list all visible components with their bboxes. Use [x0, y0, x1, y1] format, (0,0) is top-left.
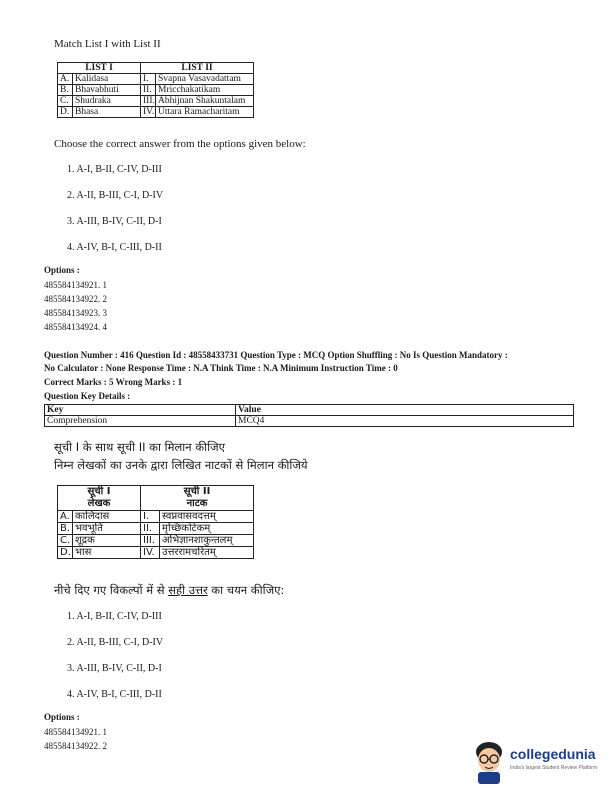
q1-option-id-4: 485584134924. 4 [44, 322, 107, 332]
author-cell: Shudraka [75, 96, 111, 106]
row-label: D. [60, 107, 73, 117]
q1-heading: Match List I with List II [54, 38, 161, 50]
key-cell: Comprehension [45, 416, 236, 427]
key-header: Key [45, 405, 236, 416]
brand-tagline: India's largest Student Review Platform [510, 765, 598, 771]
q1-option-id-3: 485584134923. 3 [44, 308, 107, 318]
table-header-row [58, 486, 254, 511]
row-label: IV. [143, 547, 160, 558]
q2-heading-line2: निम्न लेखकों का उनके द्वारा लिखित नाटकों से मिलान कीजिये [54, 458, 308, 472]
author-cell: भास [75, 547, 92, 558]
table-row [58, 96, 254, 107]
row-label: B. [60, 523, 73, 534]
q2-match-table [57, 485, 254, 559]
table-row [58, 74, 254, 85]
q1-choice-3: 3. A-III, B-IV, C-II, D-I [67, 216, 162, 227]
q1-choice-2: 2. A-II, B-III, C-I, D-IV [67, 190, 164, 201]
row-label: A. [60, 74, 73, 84]
author-cell: Bhasa [75, 107, 99, 117]
play-cell: स्वप्नवासवदत्तम् [162, 511, 216, 522]
author-cell: कालिदास [75, 511, 110, 522]
author-cell: Kalidasa [75, 74, 109, 84]
question-meta-line1: Question Number : 416 Question Id : 48558433731 Question Type : MCQ Option Shuffling : No Is Question Mandatory : [44, 350, 508, 360]
collegedunia-logo [470, 738, 610, 788]
author-cell: भवभूति [75, 523, 103, 534]
value-cell: MCQ4 [236, 416, 574, 427]
q1-match-table [57, 62, 254, 118]
table-row [58, 107, 254, 118]
row-label: B. [60, 85, 73, 95]
row-label: I. [143, 511, 160, 522]
row-label: I. [143, 74, 156, 84]
q2-prompt [54, 583, 284, 598]
q2-option-id-1: 485584134921. 1 [44, 727, 107, 737]
play-cell: Svapna Vasavadattam [158, 74, 241, 84]
table-row [58, 523, 254, 535]
play-cell: अभिज्ञानशाकुन्तलम् [162, 535, 233, 546]
row-label: A. [60, 511, 73, 522]
q1-prompt: Choose the correct answer from the options given below: [54, 138, 306, 150]
q1-option-id-2: 485584134922. 2 [44, 294, 107, 304]
q2-choice-4: 4. A-IV, B-I, C-III, D-II [67, 689, 162, 700]
table-row [58, 535, 254, 547]
q2-choice-1: 1. A-I, B-II, C-IV, D-III [67, 611, 162, 622]
play-cell: मृच्छिकटिकम् [162, 523, 211, 534]
key-details-table [44, 404, 574, 427]
table-row [58, 547, 254, 559]
table-header-row [45, 405, 574, 416]
list1-header: सूची I [87, 486, 111, 497]
row-label: C. [60, 535, 73, 546]
row-label: II. [143, 523, 160, 534]
row-label: IV. [143, 107, 155, 117]
play-cell: Uttara Ramacharitam [158, 107, 240, 117]
play-cell: Mricchakatikam [158, 85, 221, 95]
play-cell: उत्तररामचरितम् [162, 547, 216, 558]
list1-subheader: लेखक [87, 498, 111, 509]
list2-header: LIST II [141, 63, 254, 74]
q2-prompt-underlined: सही उत्तर [168, 583, 208, 597]
author-cell: शूद्रक [75, 535, 95, 546]
value-header: Value [236, 405, 574, 416]
list2-header: सूची II [183, 486, 211, 497]
q2-option-id-2: 485584134922. 2 [44, 741, 107, 751]
author-cell: Bhavabhuti [75, 85, 119, 95]
q2-prompt-post: का चयन कीजिए: [207, 583, 285, 597]
q2-prompt-pre: नीचे दिए गए विकल्पों में से [54, 583, 169, 597]
list1-header: LIST I [58, 63, 141, 74]
q1-option-id-1: 485584134921. 1 [44, 280, 107, 290]
row-label: C. [60, 96, 73, 106]
row-label: D. [60, 547, 73, 558]
brand-name: collegedunia [510, 746, 596, 762]
marks-line: Correct Marks : 5 Wrong Marks : 1 [44, 377, 183, 387]
list2-subheader: नाटक [186, 498, 208, 509]
row-label: II. [143, 85, 156, 95]
table-row [58, 85, 254, 96]
q2-choice-3: 3. A-III, B-IV, C-II, D-I [67, 663, 162, 674]
q1-choice-1: 1. A-I, B-II, C-IV, D-III [67, 164, 162, 175]
q1-choice-4: 4. A-IV, B-I, C-III, D-II [67, 242, 162, 253]
row-label: III. [143, 96, 155, 106]
q2-options-label: Options : [44, 712, 80, 722]
q1-options-label: Options : [44, 265, 80, 275]
table-row [58, 511, 254, 523]
q2-heading-line1: सूची I के साथ सूची II का मिलान कीजिए [54, 440, 225, 454]
q2-choice-2: 2. A-II, B-III, C-I, D-IV [67, 637, 164, 648]
table-row [45, 416, 574, 427]
play-cell: Abhijnan Shakuntalam [158, 96, 246, 106]
mascot-icon [470, 738, 508, 784]
table-header-row [58, 63, 254, 74]
row-label: III. [143, 535, 160, 546]
question-meta-line2: No Calculator : None Response Time : N.A Think Time : N.A Minimum Instruction Time : 0 [44, 363, 398, 373]
key-details-label: Question Key Details : [44, 391, 131, 401]
